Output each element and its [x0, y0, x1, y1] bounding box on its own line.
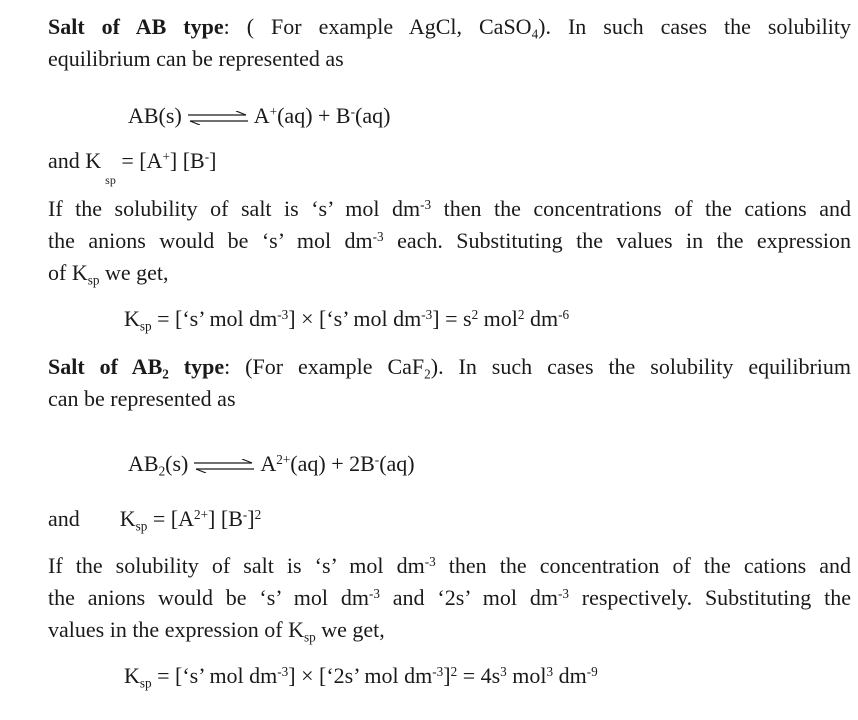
section1-para-line2: the anions would be ‘s’ mol $dm^{-3}$ each. Substituting the values in the expression	[48, 228, 851, 253]
section2-intro-line2: can be represented as	[48, 386, 236, 411]
section2-ksp-result: $K_{sp}$ = [‘s’ mol $dm^{-3}$] × [‘2s’ mol $dm^{-3}]^2 = 4s^3$ mol$^3$ $dm^{-9}$	[124, 663, 598, 691]
section2-para-line3: values in the expression of $K_{sp}$ we get,	[48, 617, 385, 645]
section2-equilibrium: $AB_2(s) A^{2+}(aq) + 2B^-(aq)$	[128, 451, 415, 479]
section1-intro-line1: Salt of AB type: ( For example AgCl, CaSO$_4$). In such cases the solubility	[48, 14, 851, 42]
equilibrium-arrow-icon	[186, 111, 250, 125]
section2-para-line2: the anions would be ‘s’ mol $dm^{-3}$ and ‘2s’ mol $dm^{-3}$ respectively. Substituting the	[48, 585, 852, 610]
section2-intro-line1: Salt of $AB_2$ type: (For example CaF$_2$). In such cases the solubility equilibrium	[48, 354, 851, 382]
section1-equilibrium: AB(s) A+(aq) + B-(aq)	[128, 103, 391, 128]
section2-para-line1: If the solubility of salt is ‘s’ mol $dm^{-3}$ then the concentration of the cations and	[48, 553, 851, 578]
section1-heading: Salt of AB type	[48, 14, 224, 39]
section1-ksp-result: $K_{sp}$ = [‘s’ mol $dm^{-3}$] × [‘s’ mol $dm^{-3}] = s^2$ mol$^2$ $dm^{-6}$	[124, 306, 570, 334]
section2-heading: Salt of $AB_2$ type	[48, 354, 225, 382]
equilibrium-arrow-icon	[192, 459, 256, 473]
section1-para-line3: of $K_{sp}$ we get,	[48, 260, 169, 288]
section1-para-line1: If the solubility of salt is ‘s’ mol $dm^{-3}$ then the concentrations of the cations and	[48, 196, 851, 221]
section1-intro-line2: equilibrium can be represented as	[48, 46, 344, 71]
section2-ksp-expression: and $K_{sp} = [A^{2+}]$ $[B^-]^2$	[48, 506, 262, 534]
section1-ksp-expression: and $K_{sp} = [A^+]$ [B-]	[48, 148, 217, 187]
